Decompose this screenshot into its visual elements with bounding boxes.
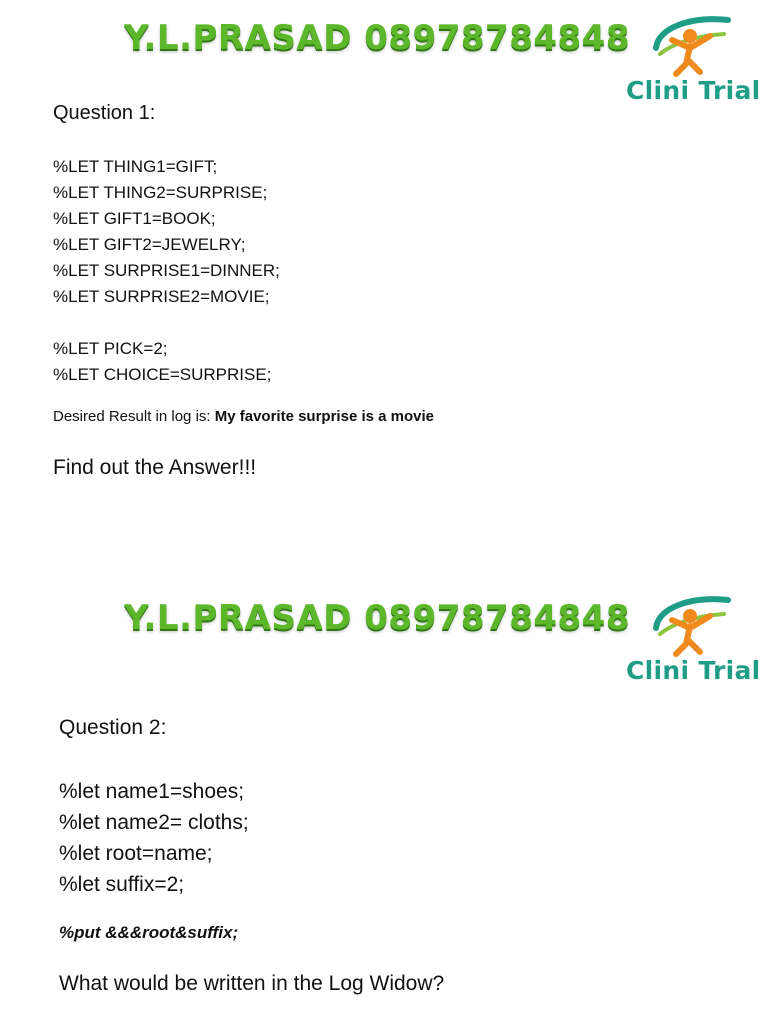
clini-trial-figure-icon (650, 594, 734, 660)
slide-2 (0, 580, 768, 1024)
question-heading: Question 2: (59, 716, 167, 739)
code-block (53, 154, 280, 310)
code-line: %LET CHOICE=SURPRISE; (53, 365, 272, 384)
logo-text: Clini Trial (626, 76, 761, 105)
code-line: %LET PICK=2; (53, 339, 168, 358)
prompt-text: Find out the Answer!!! (53, 456, 257, 479)
clini-trial-logo (622, 14, 762, 110)
header-title: Y.L.PRASAD 08978784848 (124, 598, 630, 638)
header-title: Y.L.PRASAD 08978784848 (124, 18, 630, 58)
desired-result-label: Desired Result in log is: (53, 408, 215, 425)
code-line: %let name1=shoes; (59, 780, 245, 803)
code-line: %LET GIFT1=BOOK; (53, 209, 216, 228)
code-line: %let suffix=2; (59, 873, 185, 896)
desired-result (53, 408, 434, 425)
clini-trial-figure-icon (650, 14, 734, 80)
code-line: %let root=name; (59, 842, 213, 865)
logo-text: Clini Trial (626, 656, 761, 685)
code-line: %LET SURPRISE2=MOVIE; (53, 287, 270, 306)
code-line: %LET THING1=GIFT; (53, 157, 218, 176)
desired-result-value: My favorite surprise is a movie (214, 408, 434, 425)
prompt-text: What would be written in the Log Widow? (59, 972, 445, 995)
code-line: %LET GIFT2=JEWELRY; (53, 235, 246, 254)
code-line: %let name2= cloths; (59, 811, 249, 834)
code-line: %LET SURPRISE1=DINNER; (53, 261, 280, 280)
put-statement: %put &&&root&suffix; (59, 923, 239, 942)
clini-trial-logo (622, 594, 762, 690)
code-line: %LET THING2=SURPRISE; (53, 183, 268, 202)
code-block-2 (53, 336, 271, 388)
code-block (59, 776, 249, 900)
question-heading: Question 1: (53, 102, 156, 124)
